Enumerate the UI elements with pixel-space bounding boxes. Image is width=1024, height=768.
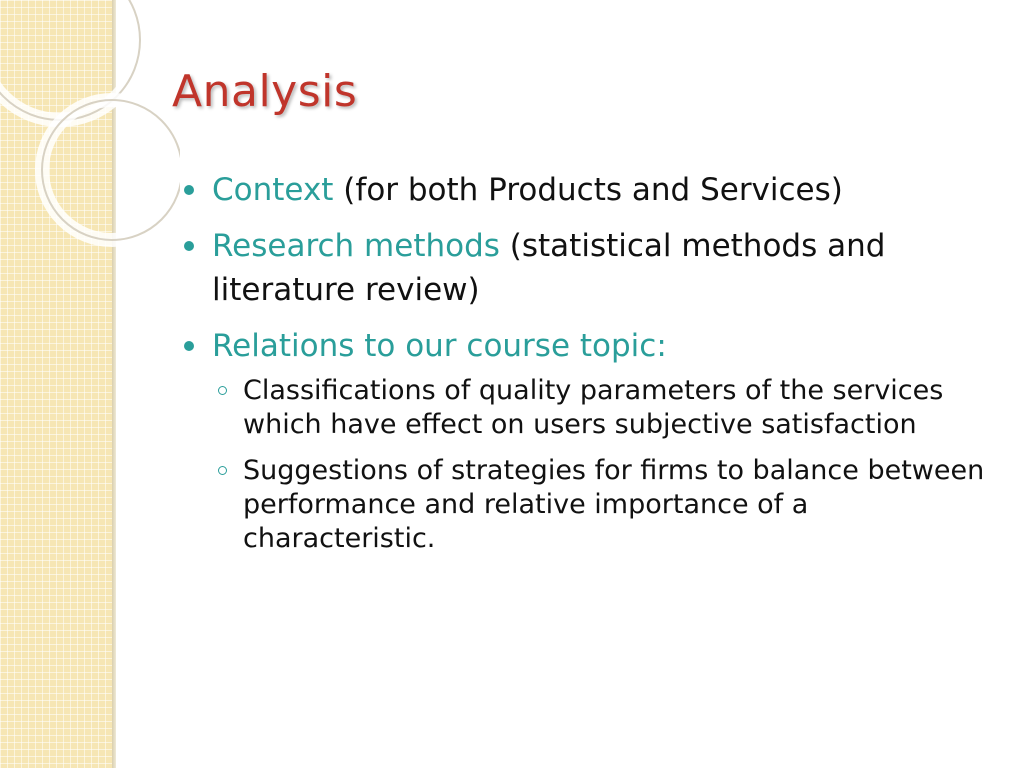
sub-bullet-item xyxy=(243,374,1000,442)
bullet-text: (statistical methods and literature review) xyxy=(212,228,886,308)
bullet-text: (for both Products and Services) xyxy=(333,172,843,208)
bullet-accent-text: Context xyxy=(212,172,334,208)
bullet-dot-icon xyxy=(184,341,194,351)
bullet-item xyxy=(180,324,1000,368)
decorative-circles xyxy=(0,0,180,300)
sub-bullet-ring-icon xyxy=(218,386,227,395)
bullet-item xyxy=(180,224,1000,312)
slide-title: Analysis xyxy=(172,66,358,117)
bullet-accent-text: Relations to our course topic: xyxy=(212,328,667,364)
sub-bullet-ring-icon xyxy=(218,466,227,475)
sub-bullet-text: Classifications of quality parameters of the services which have effect on users subjective satisfaction xyxy=(243,375,944,440)
sub-bullet-item xyxy=(243,454,1000,556)
sub-bullet-list xyxy=(180,374,1000,556)
slide-content xyxy=(180,168,1000,568)
bullet-dot-icon xyxy=(184,185,194,195)
bullet-item xyxy=(180,168,1000,212)
bullet-dot-icon xyxy=(184,241,194,251)
bullet-accent-text: Research methods xyxy=(212,228,500,264)
sub-bullet-text: Suggestions of strategies for firms to balance between performance and relative importance of a characteristic. xyxy=(243,455,985,554)
